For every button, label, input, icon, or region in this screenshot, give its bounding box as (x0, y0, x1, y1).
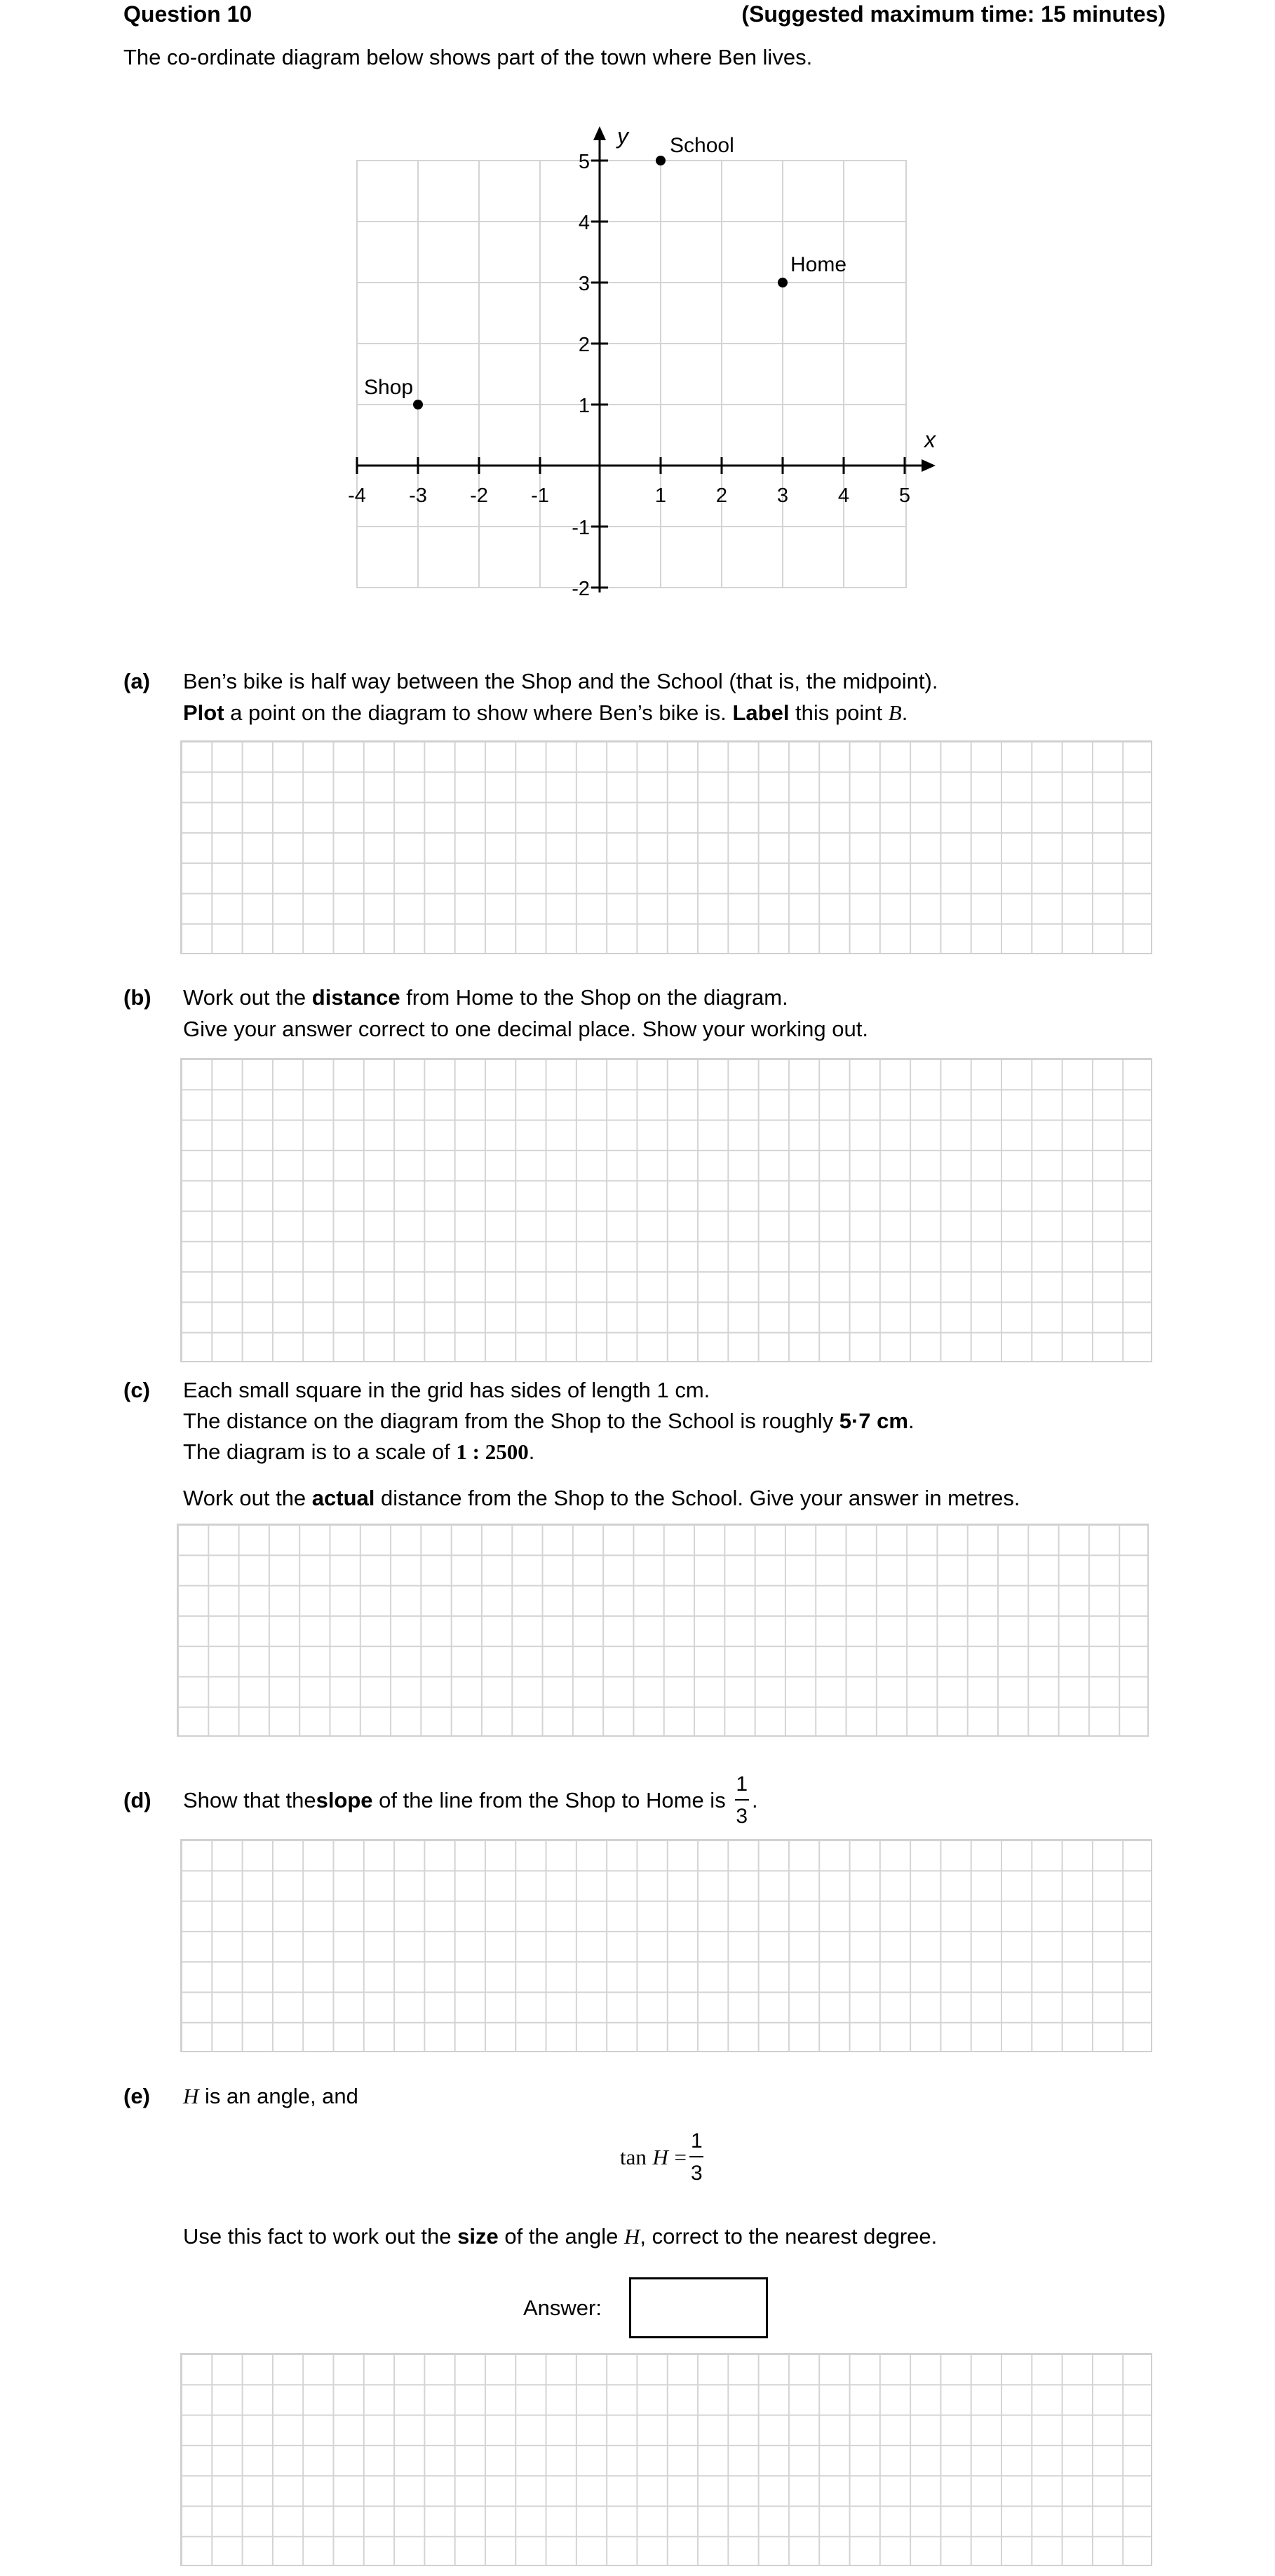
part-c-line4 (183, 1486, 1020, 1511)
part-c-line2 (183, 1409, 915, 1434)
part-a-label-bold: Label (732, 700, 790, 725)
svg-text:-1: -1 (531, 484, 549, 507)
part-c-line3-pre: The diagram is to a scale of (183, 1439, 457, 1464)
part-e-line1-post: is an angle, and (198, 2084, 358, 2108)
svg-text:5: 5 (898, 484, 911, 507)
y-axis-arrow-icon (593, 126, 606, 140)
part-e-fraction (689, 2131, 704, 2184)
svg-text:5: 5 (578, 151, 590, 173)
part-b-working-grid[interactable] (180, 1058, 1152, 1362)
part-a-line2-end: this point (789, 700, 889, 725)
part-b-line1-pre: Work out the (183, 985, 312, 1010)
part-c-line3-post: . (528, 1439, 535, 1464)
part-c-line3 (183, 1439, 534, 1465)
part-e-label: (e) (123, 2084, 150, 2108)
fraction-denominator: 3 (736, 1805, 748, 1828)
svg-text:1: 1 (654, 484, 667, 507)
equation-equals: = (674, 2145, 687, 2169)
diagram-grid (357, 161, 906, 588)
svg-text:4: 4 (837, 484, 850, 507)
part-a-working-grid[interactable] (180, 740, 1152, 954)
answer-label: Answer: (523, 2296, 602, 2320)
part-e-line2-post: , correct to the nearest degree. (640, 2224, 938, 2249)
svg-text:2: 2 (715, 484, 728, 507)
svg-text:2: 2 (578, 334, 590, 356)
part-c-label: (c) (123, 1378, 150, 1402)
fraction-numerator: 1 (736, 1772, 748, 1796)
part-a-label: (a) (123, 669, 150, 693)
part-c-working-grid[interactable] (177, 1524, 1149, 1737)
part-d-text (183, 1765, 758, 1836)
coordinate-diagram[interactable] (0, 0, 1275, 631)
x-axis-label: x (924, 427, 936, 452)
svg-text:3: 3 (578, 273, 590, 295)
svg-text:-2: -2 (572, 578, 590, 600)
x-tick-labels (348, 484, 910, 507)
equation-var-h: H (652, 2145, 668, 2169)
part-b-line2: Give your answer correct to one decimal place. Show your working out. (183, 1017, 868, 1041)
svg-text:3: 3 (776, 484, 789, 507)
part-c-distance-bold: 5·7 cm (839, 1409, 908, 1433)
part-c-line4-pre: Work out the (183, 1486, 312, 1510)
part-a-point-name: B (888, 700, 902, 725)
part-d-text-pre: Show that the (183, 1788, 316, 1812)
part-d-fraction (734, 1774, 749, 1827)
part-a-period: . (901, 700, 908, 725)
svg-text:-3: -3 (409, 484, 427, 507)
part-b-distance-bold: distance (311, 985, 400, 1010)
svg-text:1: 1 (578, 395, 590, 417)
svg-text:-2: -2 (470, 484, 488, 507)
part-e-line2-pre: Use this fact to work out the (183, 2224, 458, 2249)
fraction-numerator: 1 (691, 2129, 703, 2153)
part-c-line4-post: distance from the Shop to the School. Give your answer in metres. (375, 1486, 1020, 1510)
svg-text:4: 4 (578, 212, 590, 234)
part-c-line1: Each small square in the grid has sides of length 1 cm. (183, 1378, 710, 1402)
y-tick-labels (572, 151, 590, 600)
part-e-equation (620, 2122, 707, 2192)
svg-text:-1: -1 (572, 517, 590, 539)
part-e-working-grid[interactable] (180, 2353, 1152, 2566)
part-b-label: (b) (123, 985, 151, 1010)
answer-input-box[interactable] (629, 2277, 768, 2338)
y-axis-label: y (617, 123, 628, 149)
suggested-time: (Suggested maximum time: 15 minutes) (741, 1, 1166, 27)
part-b-line1 (183, 985, 788, 1010)
part-e-line2-mid: of the angle (498, 2224, 624, 2249)
x-axis-arrow-icon (922, 459, 936, 472)
part-c-line2-post: . (908, 1409, 915, 1433)
point-label-school: School (670, 134, 734, 157)
axes (357, 137, 924, 592)
intro-text: The co-ordinate diagram below shows part of the town where Ben lives. (123, 45, 813, 69)
part-d-text-post: of the line from the Shop to Home is (372, 1788, 732, 1812)
part-d-label: (d) (123, 1788, 151, 1812)
part-c-line2-pre: The distance on the diagram from the Shop to the School is roughly (183, 1409, 839, 1433)
part-c-scale-bold: 1 : 2500 (456, 1439, 529, 1464)
fraction-denominator: 3 (691, 2162, 703, 2185)
part-d-working-grid[interactable] (180, 1839, 1152, 2052)
question-title: Question 10 (123, 1, 252, 27)
part-d-period: . (752, 1788, 758, 1812)
point-label-home: Home (790, 253, 847, 276)
part-a-line1: Ben’s bike is half way between the Shop and the School (that is, the midpoint). (183, 669, 938, 693)
part-b-line1-post: from Home to the Shop on the diagram. (400, 985, 788, 1010)
part-a-plot-bold: Plot (183, 700, 224, 725)
equation-tan: tan (620, 2145, 647, 2169)
part-a-line2 (183, 700, 908, 726)
part-a-line2-mid: a point on the diagram to show where Ben’s bike is. (224, 700, 733, 725)
part-e-size-bold: size (457, 2224, 499, 2249)
part-c-actual-bold: actual (311, 1486, 375, 1510)
part-e-line2 (183, 2224, 937, 2249)
part-e-line2-var-h: H (623, 2224, 640, 2249)
svg-text:-4: -4 (348, 484, 366, 507)
point-label-shop: Shop (364, 376, 414, 399)
part-d-slope-bold: slope (316, 1788, 373, 1812)
part-e-var-h: H (183, 2084, 199, 2108)
part-e-line1 (183, 2084, 358, 2109)
